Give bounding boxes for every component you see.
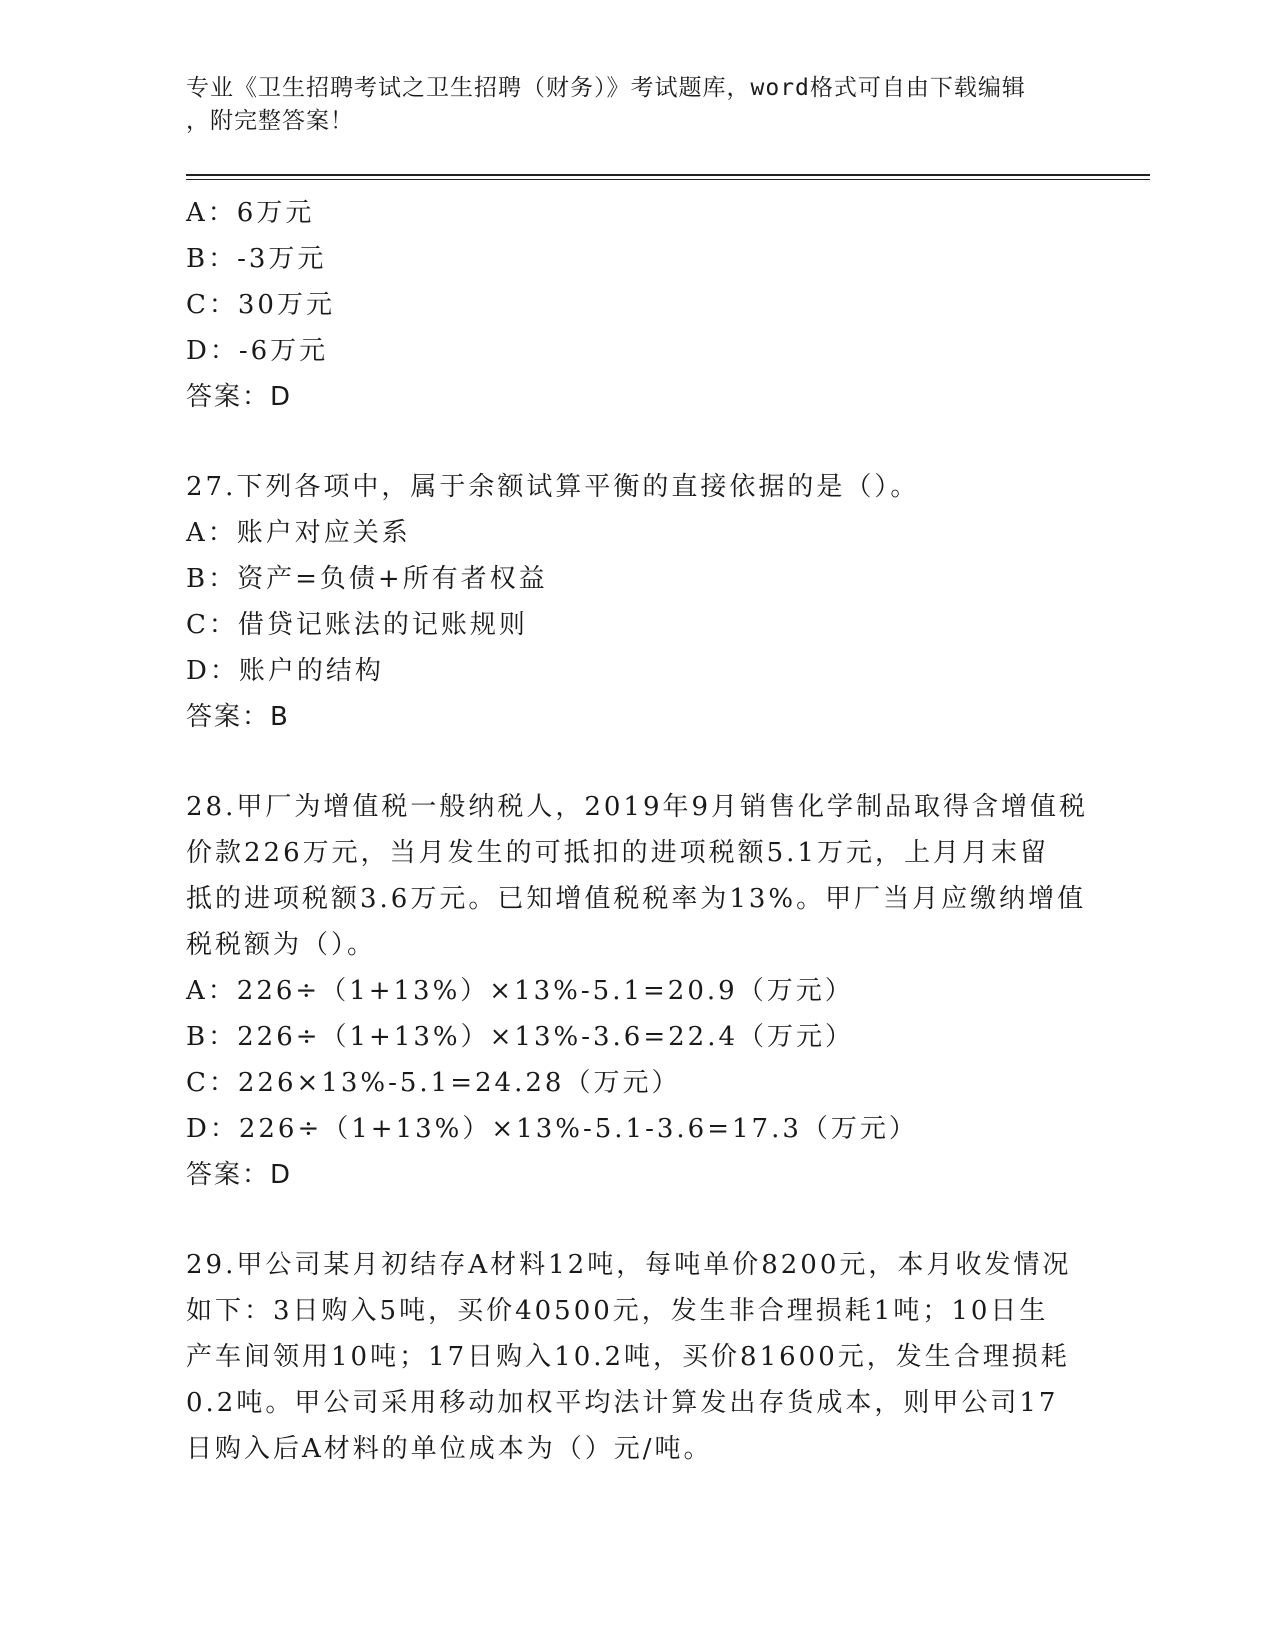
option-d: D：账户的结构: [186, 656, 384, 686]
document-header: [186, 72, 1086, 138]
question-stem-line: 如下：3日购入5吨，买价40500元，发生非合理损耗1吨；10日生: [186, 1296, 1049, 1326]
question-stem-line: 税税额为（）。: [186, 930, 377, 960]
question-stem-line: 0.2吨。甲公司采用移动加权平均法计算发出存货成本，则甲公司17: [186, 1388, 1059, 1418]
question-stem: 27.下列各项中，属于余额试算平衡的直接依据的是（）。: [186, 472, 920, 502]
option-b: B：资产=负债+所有者权益: [186, 564, 548, 594]
question-26: [186, 190, 1086, 420]
header-line-2: ，附完整答案！: [186, 108, 354, 134]
question-stem-line: 28.甲厂为增值税一般纳税人，2019年9月销售化学制品取得含增值税: [186, 792, 1089, 822]
question-27: [186, 464, 1086, 740]
question-stem-line: 价款226万元，当月发生的可抵扣的进项税额5.1万元，上月月末留: [186, 838, 1049, 868]
option-b: B：226÷（1+13%）×13%-3.6=22.4（万元）: [186, 1022, 855, 1052]
option-a: A：6万元: [186, 198, 315, 228]
option-c: C：借贷记账法的记账规则: [186, 610, 528, 640]
answer-line: 答案：D: [186, 1160, 293, 1190]
header-divider-thick: [186, 174, 1150, 176]
option-b: B：-3万元: [186, 244, 327, 274]
option-c: C：30万元: [186, 290, 335, 320]
option-d: D：-6万元: [186, 336, 329, 366]
question-stem-line: 抵的进项税额3.6万元。已知增值税税率为13%。甲厂当月应缴纳增值: [186, 884, 1087, 914]
option-d: D：226÷（1+13%）×13%-5.1-3.6=17.3（万元）: [186, 1114, 918, 1144]
question-stem-line: 29.甲公司某月初结存A材料12吨，每吨单价8200元，本月收发情况: [186, 1250, 1072, 1280]
question-29: [186, 1242, 1086, 1472]
option-a: A：226÷（1+13%）×13%-5.1=20.9（万元）: [186, 976, 854, 1006]
question-stem-line: 产车间领用10吨；17日购入10.2吨，买价81600元，发生合理损耗: [186, 1342, 1070, 1372]
header-divider-thin: [186, 179, 1150, 180]
option-c: C：226×13%-5.1=24.28（万元）: [186, 1068, 681, 1098]
question-content: [186, 190, 1089, 1472]
header-line-1: 专业《卫生招聘考试之卫生招聘（财务）》考试题库，word格式可自由下载编辑: [186, 75, 1026, 101]
answer-line: 答案：D: [186, 382, 293, 412]
answer-line: 答案：B: [186, 702, 290, 732]
option-a: A：账户对应关系: [186, 518, 411, 548]
question-stem-line: 日购入后A材料的单位成本为（）元/吨。: [186, 1434, 713, 1464]
question-28: [186, 784, 1089, 1198]
